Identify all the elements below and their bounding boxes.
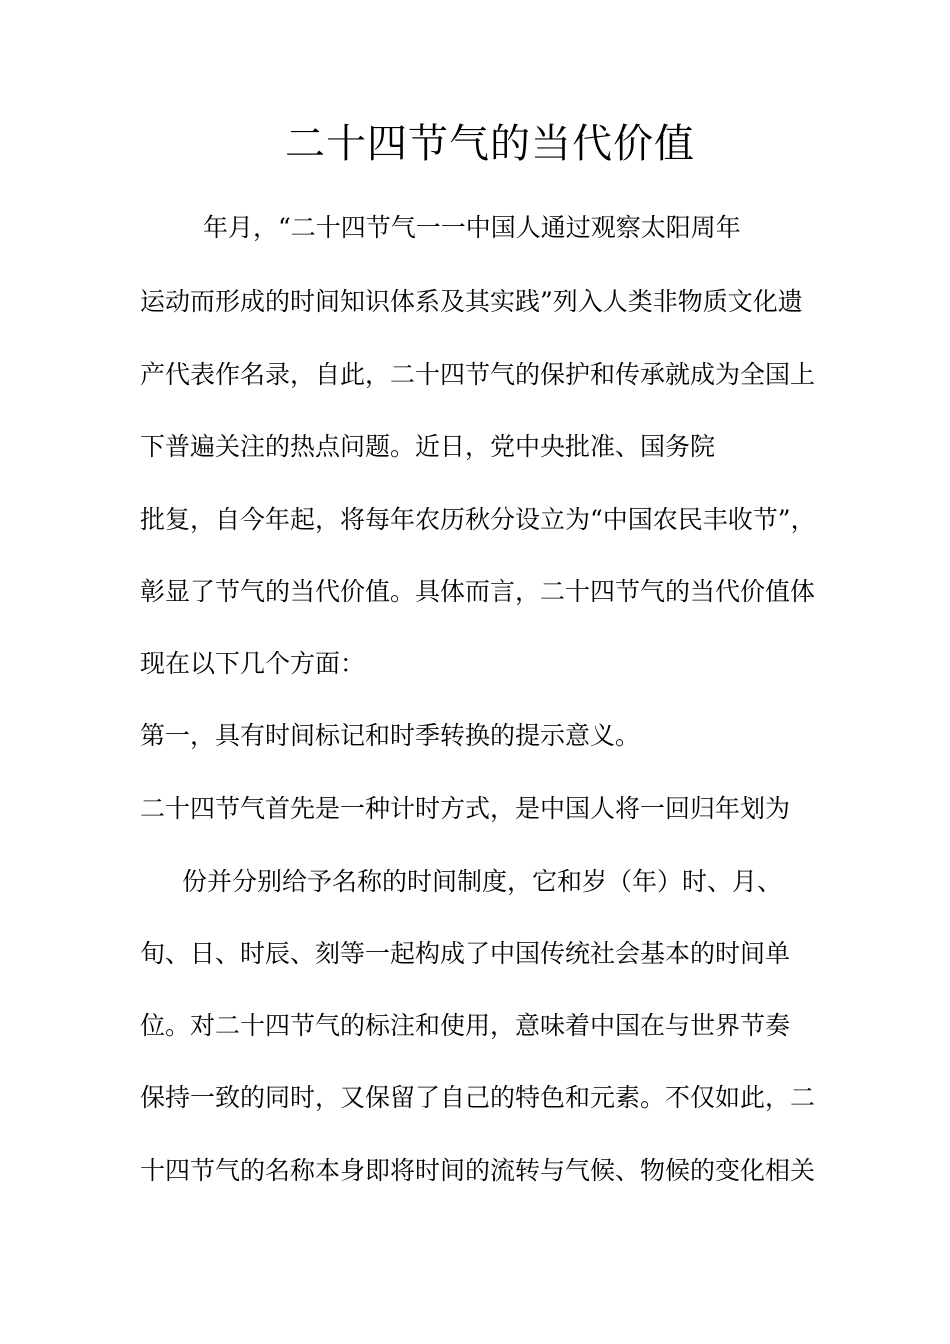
paragraph-line: 份并分别给予名称的时间制度，它和岁（年）时、月、: [182, 867, 783, 896]
paragraph-line: 批复，自今年起，将每年农历秋分设立为“中国农民丰收节”，: [140, 505, 816, 534]
paragraph-line: 二十四节气首先是一种计时方式，是中国人将一回归年划为: [140, 794, 791, 823]
paragraph-line: 运动而形成的时间知识体系及其实践”列入人类非物质文化遗: [140, 287, 803, 316]
paragraph-line: 保持一致的同时，又保留了自己的特色和元素。不仅如此，二: [140, 1083, 816, 1112]
paragraph-line: 下普遍关注的热点问题。近日，党中央批准、国务院: [140, 432, 716, 461]
paragraph-line: 产代表作名录，自此，二十四节气的保护和传承就成为全国上: [140, 360, 816, 389]
paragraph-line: 年月，“二十四节气一一中国人通过观察太阳周年: [203, 213, 741, 242]
paragraph-line: 第一，具有时间标记和时季转换的提示意义。: [140, 721, 641, 750]
paragraph-line: 旬、日、时辰、刻等一起构成了中国传统社会基本的时间单: [140, 939, 791, 968]
paragraph-line: 位。对二十四节气的标注和使用，意味着中国在与世界节奏: [140, 1011, 791, 1040]
paragraph-line: 彰显了节气的当代价值。具体而言，二十四节气的当代价值体: [140, 577, 816, 606]
document-title: 二十四节气的当代价值: [285, 121, 695, 167]
paragraph-line: 现在以下几个方面：: [140, 649, 366, 678]
paragraph-line: 十四节气的名称本身即将时间的流转与气候、物候的变化相关: [140, 1156, 816, 1185]
